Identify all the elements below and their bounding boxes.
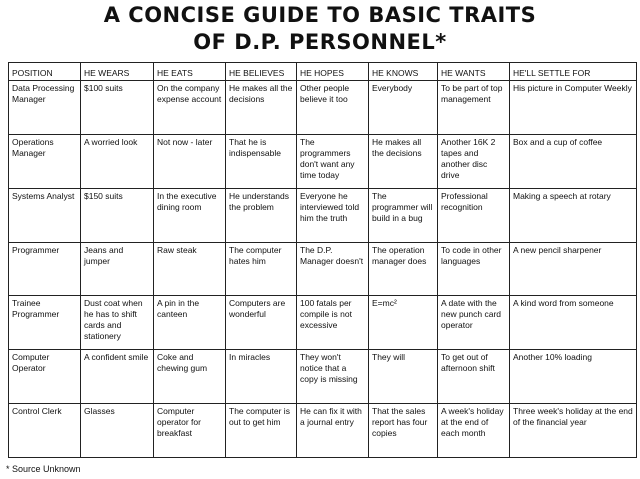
table-cell: To code in other languages (438, 242, 510, 296)
table-cell: Box and a cup of coffee (510, 134, 637, 188)
table-cell: He makes all the decisions (369, 134, 438, 188)
table-cell: To get out of afternoon shift (438, 350, 510, 404)
table-cell: A kind word from someone (510, 296, 637, 350)
table-cell: The operation manager does (369, 242, 438, 296)
table-cell: Systems Analyst (9, 188, 81, 242)
header-wears: HE WEARS (81, 63, 154, 81)
table-cell: A confident smile (81, 350, 154, 404)
header-knows: HE KNOWS (369, 63, 438, 81)
table-cell: Trainee Programmer (9, 296, 81, 350)
table-cell: On the company expense account (154, 81, 226, 135)
table-row (9, 242, 637, 296)
table-cell: The D.P. Manager doesn't (297, 242, 369, 296)
table-cell: Everybody (369, 81, 438, 135)
header-believes: HE BELIEVES (226, 63, 297, 81)
table-cell: Glasses (81, 404, 154, 458)
table-row (9, 350, 637, 404)
table-cell: He makes all the decisions (226, 81, 297, 135)
table-cell: Professional recognition (438, 188, 510, 242)
table-cell: A date with the new punch card operator (438, 296, 510, 350)
table-cell: The computer hates him (226, 242, 297, 296)
table-cell: Other people believe it too (297, 81, 369, 135)
table-cell: Dust coat when he has to shift cards and stationery (81, 296, 154, 350)
table-cell: They won't notice that a copy is missing (297, 350, 369, 404)
table-cell: The programmer will build in a bug (369, 188, 438, 242)
table-cell: Everyone he interviewed told him the truth (297, 188, 369, 242)
table-cell: That he is indispensable (226, 134, 297, 188)
table-cell: That the sales report has four copies (369, 404, 438, 458)
table-cell: Programmer (9, 242, 81, 296)
table-cell: $150 suits (81, 188, 154, 242)
table-cell: Another 10% loading (510, 350, 637, 404)
table-cell: In miracles (226, 350, 297, 404)
table-row (9, 188, 637, 242)
table-cell: A pin in the canteen (154, 296, 226, 350)
table-cell: A new pencil sharpener (510, 242, 637, 296)
table-cell: E=mc² (369, 296, 438, 350)
title-line-2: OF D.P. PERSONNEL* (193, 30, 447, 54)
table-cell: Data Processing Manager (9, 81, 81, 135)
table-cell: 100 fatals per compile is not excessive (297, 296, 369, 350)
table-cell: Coke and chewing gum (154, 350, 226, 404)
table-cell: Computers are wonderful (226, 296, 297, 350)
table-row (9, 296, 637, 350)
table-cell: In the executive dining room (154, 188, 226, 242)
table-cell: A week's holiday at the end of each month (438, 404, 510, 458)
traits-table (8, 62, 637, 458)
header-settle-for: HE'LL SETTLE FOR (510, 63, 637, 81)
table-cell: Operations Manager (9, 134, 81, 188)
header-position: POSITION (9, 63, 81, 81)
table-cell: $100 suits (81, 81, 154, 135)
header-row (9, 63, 637, 81)
table-cell: The programmers don't want any time today (297, 134, 369, 188)
table-cell: Computer Operator (9, 350, 81, 404)
table-cell: Three week's holiday at the end of the financial year (510, 404, 637, 458)
table-cell: The computer is out to get him (226, 404, 297, 458)
table-cell: Making a speech at rotary (510, 188, 637, 242)
table-cell: He can fix it with a journal entry (297, 404, 369, 458)
title-line-1: A CONCISE GUIDE TO BASIC TRAITS (103, 3, 537, 27)
table-cell: Raw steak (154, 242, 226, 296)
table-row (9, 81, 637, 135)
table-row (9, 404, 637, 458)
table-cell: Control Clerk (9, 404, 81, 458)
table-cell: Not now - later (154, 134, 226, 188)
header-hopes: HE HOPES (297, 63, 369, 81)
table-cell: His picture in Computer Weekly (510, 81, 637, 135)
table-cell: Jeans and jumper (81, 242, 154, 296)
table-cell: Another 16K 2 tapes and another disc drive (438, 134, 510, 188)
header-wants: HE WANTS (438, 63, 510, 81)
table-cell: Computer operator for breakfast (154, 404, 226, 458)
table-cell: They will (369, 350, 438, 404)
source-footnote: * Source Unknown (6, 464, 81, 474)
table-row (9, 134, 637, 188)
header-eats: HE EATS (154, 63, 226, 81)
table-cell: To be part of top management (438, 81, 510, 135)
table-cell: A worried look (81, 134, 154, 188)
table-cell: He understands the problem (226, 188, 297, 242)
